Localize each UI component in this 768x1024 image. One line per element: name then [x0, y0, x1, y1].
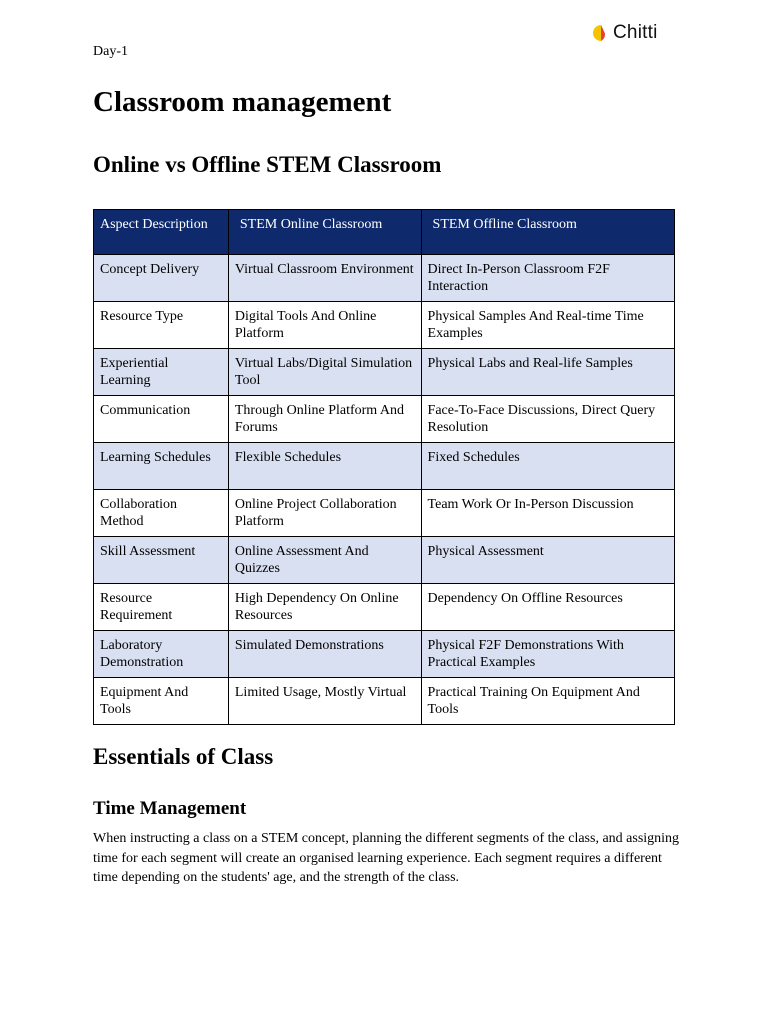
table-cell: Virtual Labs/Digital Simulation Tool [228, 349, 421, 396]
section-heading-essentials: Essentials of Class [93, 744, 274, 769]
table-cell: Laboratory Demonstration [94, 631, 229, 678]
table-cell: Limited Usage, Mostly Virtual [228, 678, 421, 725]
table-cell: Flexible Schedules [228, 443, 421, 490]
table-cell: Dependency On Offline Resources [421, 584, 674, 631]
table-row [94, 584, 675, 631]
table-row [94, 678, 675, 725]
table-cell: Skill Assessment [94, 537, 229, 584]
chitti-logo [590, 22, 658, 44]
table-row [94, 302, 675, 349]
table-cell: High Dependency On Online Resources [228, 584, 421, 631]
chitti-logo-icon [590, 22, 612, 44]
column-header: Aspect Description [94, 210, 229, 255]
subheading-time-management: Time Management [93, 798, 247, 819]
table-cell: Online Project Collaboration Platform [228, 490, 421, 537]
table-cell: Through Online Platform And Forums [228, 396, 421, 443]
table-row [94, 443, 675, 490]
table-row [94, 537, 675, 584]
table-cell: Physical F2F Demonstrations With Practical Examples [421, 631, 674, 678]
table-row [94, 396, 675, 443]
column-header: STEM Online Classroom [228, 210, 421, 255]
table-cell: Resource Requirement [94, 584, 229, 631]
table-cell: Equipment And Tools [94, 678, 229, 725]
table-cell: Communication [94, 396, 229, 443]
table-cell: Learning Schedules [94, 443, 229, 490]
table-cell: Experiential Learning [94, 349, 229, 396]
table-cell: Physical Labs and Real-life Samples [421, 349, 674, 396]
table-cell: Concept Delivery [94, 255, 229, 302]
table-row [94, 631, 675, 678]
table-row [94, 490, 675, 537]
table-cell: Physical Assessment [421, 537, 674, 584]
table-cell: Team Work Or In-Person Discussion [421, 490, 674, 537]
table-cell: Physical Samples And Real-time Time Examples [421, 302, 674, 349]
table-cell: Practical Training On Equipment And Tools [421, 678, 674, 725]
table-cell: Resource Type [94, 302, 229, 349]
table-cell: Virtual Classroom Environment [228, 255, 421, 302]
column-header: STEM Offline Classroom [421, 210, 674, 255]
table-cell: Fixed Schedules [421, 443, 674, 490]
table-cell: Online Assessment And Quizzes [228, 537, 421, 584]
table-cell: Face-To-Face Discussions, Direct Query Resolution [421, 396, 674, 443]
table-cell: Simulated Demonstrations [228, 631, 421, 678]
logo-text: Chitti [613, 22, 658, 43]
page-title: Classroom management [93, 86, 392, 118]
table-cell: Digital Tools And Online Platform [228, 302, 421, 349]
section-heading-online-offline: Online vs Offline STEM Classroom [93, 152, 442, 177]
table-cell: Collaboration Method [94, 490, 229, 537]
body-paragraph: When instructing a class on a STEM concept, planning the different segments of the class, and assigning time for each segment will create an organised learning experience. Each segment requires a different time depending on the students' age, and the strength of the class. [93, 831, 680, 885]
table-row [94, 349, 675, 396]
table-row [94, 255, 675, 302]
page-label: Day-1 [93, 44, 128, 59]
table-cell: Direct In-Person Classroom F2F Interaction [421, 255, 674, 302]
table-header-row [94, 210, 675, 255]
comparison-table [93, 209, 675, 725]
